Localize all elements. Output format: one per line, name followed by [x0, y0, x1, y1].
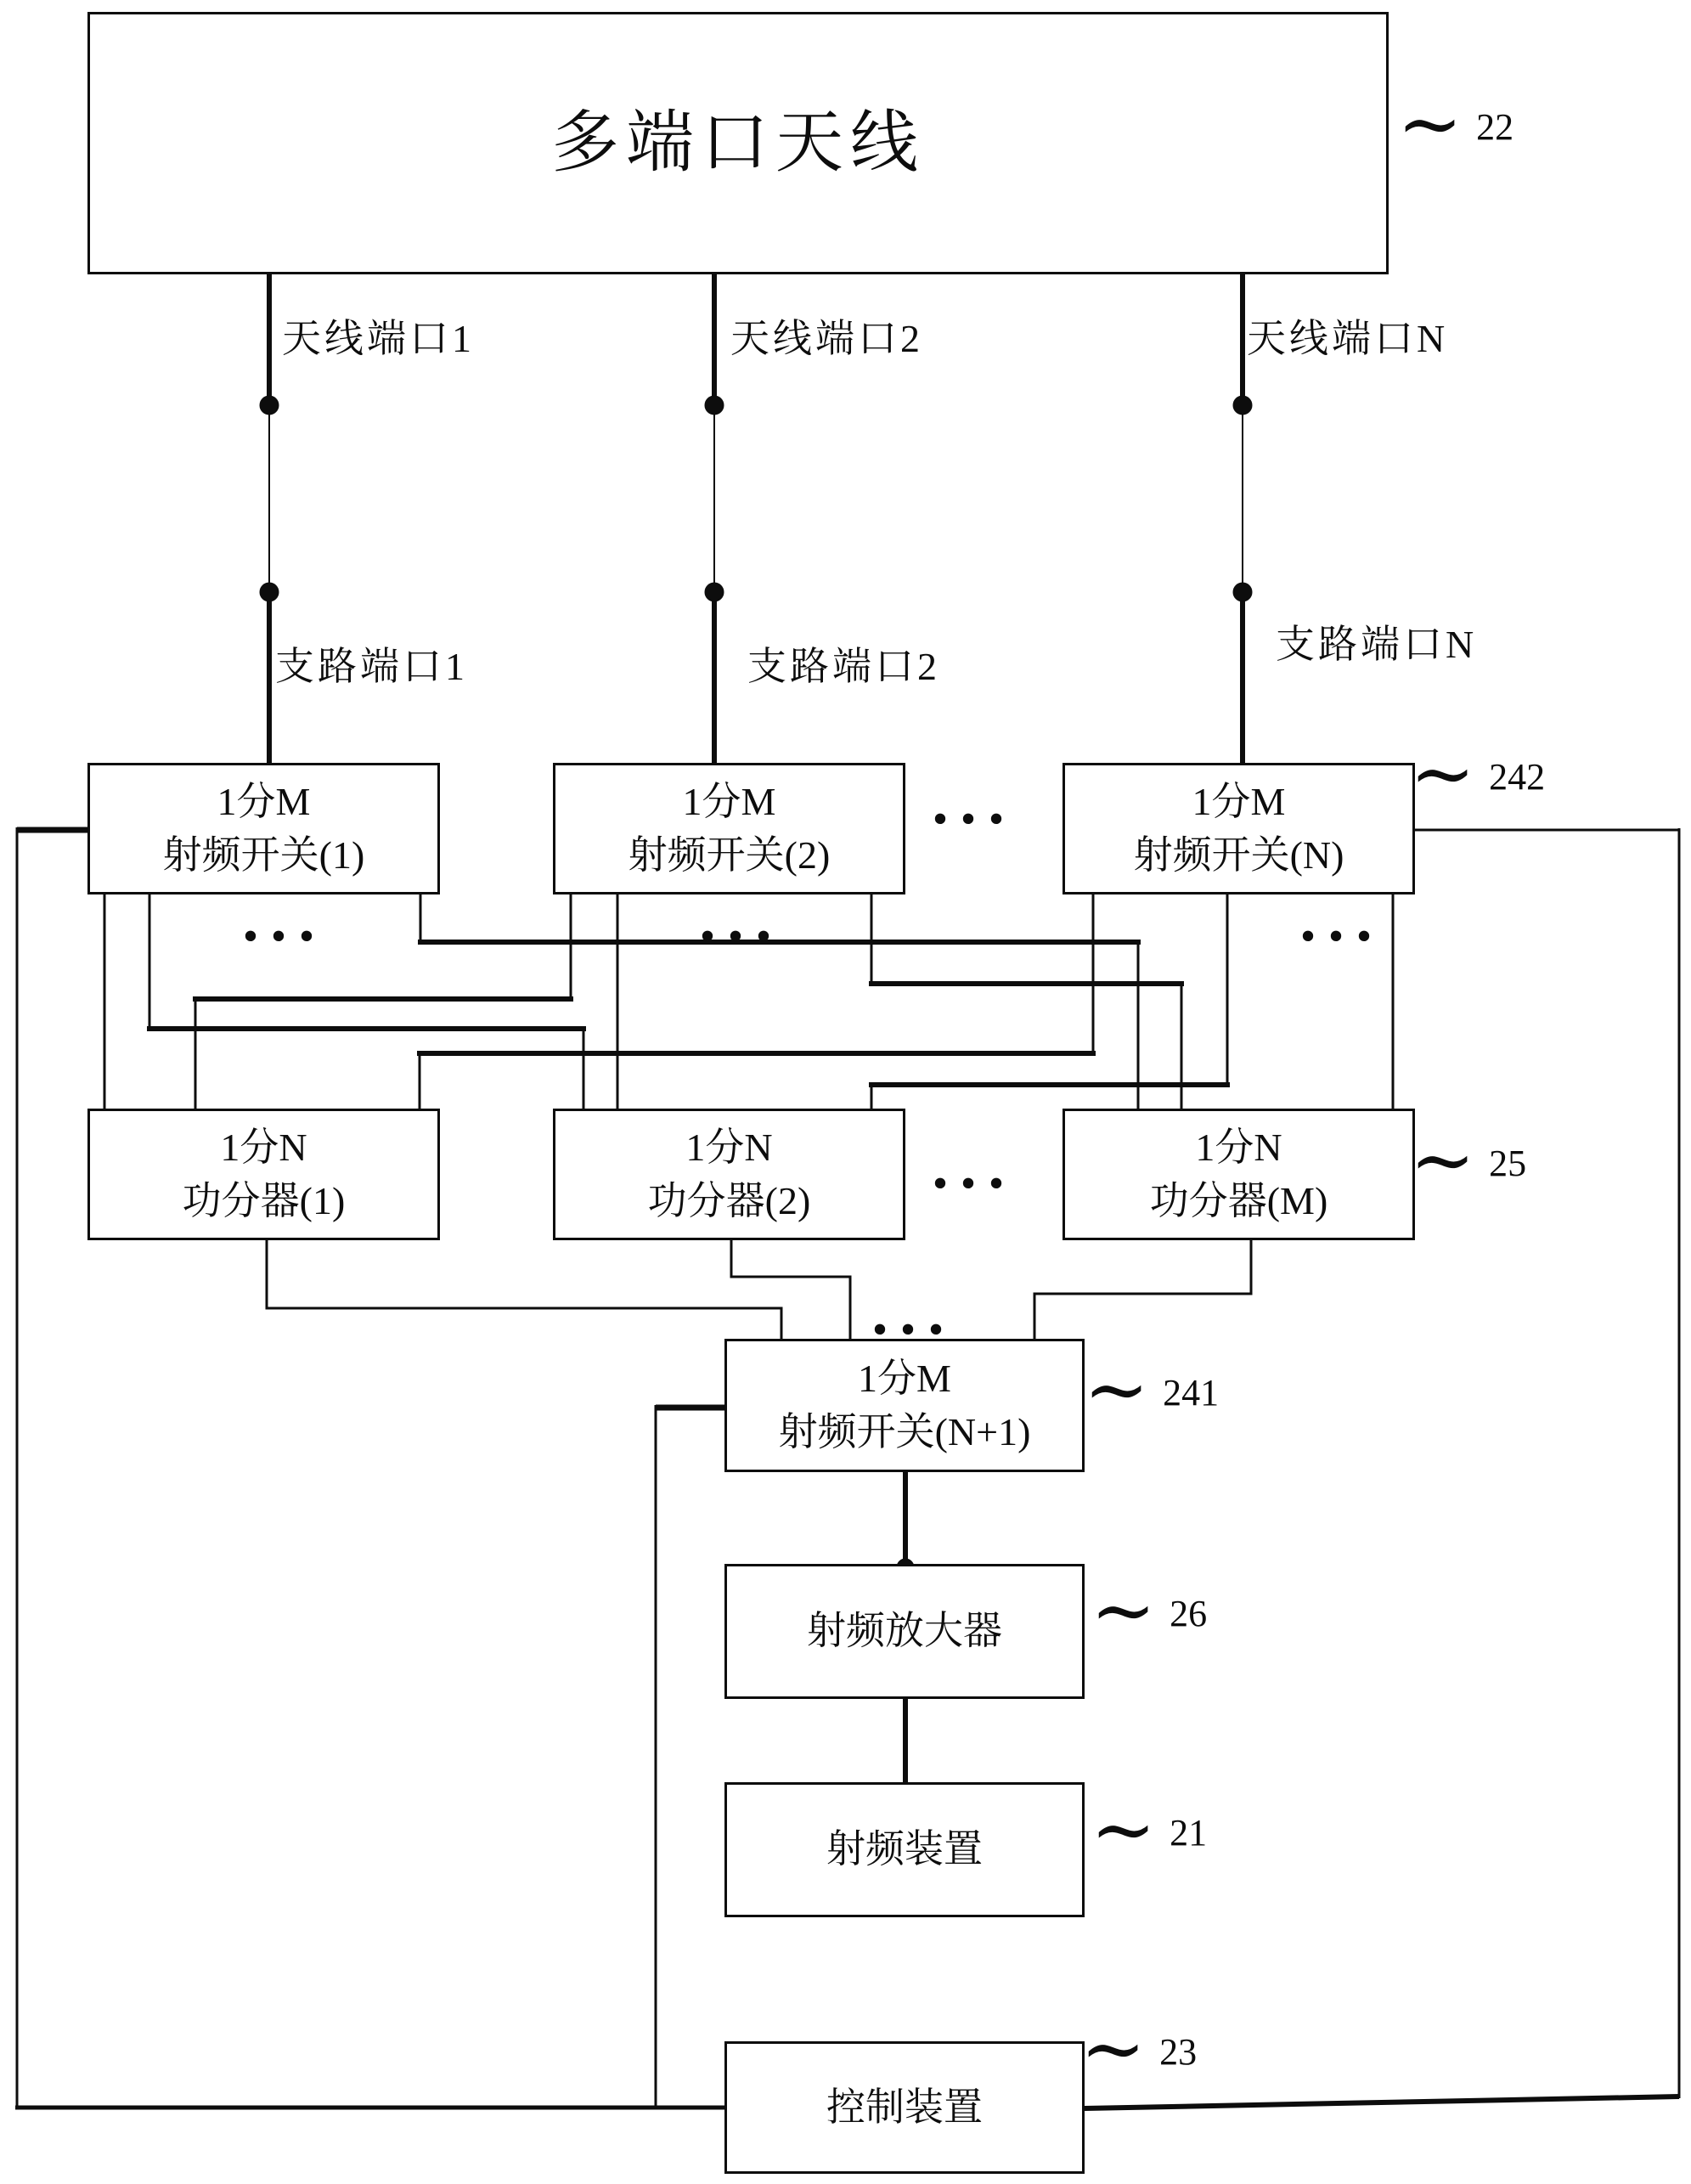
ref-23 — [1080, 2006, 1198, 2092]
block-label-line2: 射频开关(1) — [162, 832, 365, 877]
junction-dot — [1233, 583, 1252, 601]
tilde-icon: ∼ — [1410, 1117, 1476, 1204]
block-label-line2: 功分器(1) — [182, 1178, 346, 1222]
tilde-icon: ∼ — [1397, 81, 1463, 167]
block-rf-device — [724, 1782, 1085, 1917]
tilde-icon: ∼ — [1084, 1346, 1150, 1433]
label-branch-port-1: 支路端口1 — [275, 645, 468, 688]
divider-to-switchN1-wiring — [267, 1240, 1251, 1339]
ref-number: 241 — [1163, 1372, 1220, 1414]
block-label-line2: 功分器(2) — [647, 1178, 811, 1222]
block-label: 射频放大器 — [807, 1609, 1002, 1653]
block-rf-switch-n — [1063, 763, 1415, 894]
ref-number: 21 — [1170, 1812, 1208, 1854]
block-label-line1: 1分N — [685, 1126, 773, 1170]
tilde-icon: ∼ — [1091, 1567, 1157, 1654]
ref-22 — [1397, 81, 1514, 167]
block-label-line1: 1分N — [1195, 1126, 1282, 1170]
ellipsis-divider-row: ... — [932, 1131, 1017, 1202]
label-antenna-port-2: 天线端口2 — [730, 317, 923, 360]
block-rf-switch-2 — [553, 763, 905, 894]
tilde-icon: ∼ — [1091, 1786, 1157, 1873]
junction-dot — [260, 583, 279, 601]
block-label-line1: 1分M — [682, 780, 776, 824]
junction-dot — [1233, 396, 1252, 415]
block-power-divider-m — [1063, 1109, 1415, 1240]
block-label-line1: 1分N — [220, 1126, 307, 1170]
ellipsis-switchN1-inputs: ... — [871, 1277, 956, 1348]
ref-21 — [1091, 1786, 1208, 1873]
ellipsis-switchN-ports: ... — [1299, 883, 1384, 955]
junction-dot — [705, 396, 724, 415]
block-label-line1: 1分M — [217, 780, 311, 824]
block-label-line2: 射频开关(N+1) — [778, 1409, 1031, 1453]
block-label-line2: 射频开关(N) — [1133, 832, 1344, 877]
label-branch-port-2: 支路端口2 — [747, 645, 940, 688]
label-antenna-port-n: 天线端口N — [1247, 317, 1449, 360]
ellipsis-switch2-ports: ... — [699, 883, 784, 955]
antenna-feed-line-2 — [705, 274, 724, 763]
label-branch-port-n: 支路端口N — [1276, 623, 1478, 666]
ref-number: 23 — [1159, 2031, 1198, 2073]
block-label-line1: 1分M — [858, 1357, 951, 1401]
block-rf-switch-1 — [87, 763, 440, 894]
block-power-divider-2 — [553, 1109, 905, 1240]
ellipsis-switch1-ports: ... — [242, 883, 327, 955]
ellipsis-switch-row: ... — [932, 766, 1017, 838]
ref-number: 22 — [1476, 106, 1514, 148]
block-label: 控制装置 — [826, 2085, 983, 2129]
junction-dot — [260, 396, 279, 415]
ref-26 — [1091, 1567, 1208, 1654]
ref-number: 26 — [1170, 1593, 1208, 1634]
ref-number: 242 — [1489, 756, 1546, 798]
label-antenna-port-1: 天线端口1 — [282, 317, 475, 360]
block-rf-amplifier — [724, 1564, 1085, 1699]
block-label-line2: 射频开关(2) — [628, 832, 831, 877]
block-control-device — [724, 2041, 1085, 2174]
junction-dot — [705, 583, 724, 601]
ref-25 — [1410, 1117, 1527, 1204]
tilde-icon: ∼ — [1410, 731, 1476, 817]
ref-number: 25 — [1489, 1143, 1527, 1184]
ref-241 — [1084, 1346, 1220, 1433]
block-label-line1: 1分M — [1192, 780, 1286, 824]
ref-242 — [1410, 731, 1546, 817]
block-multiport-antenna — [87, 12, 1389, 274]
block-rf-switch-n-plus-1 — [724, 1339, 1085, 1472]
tilde-icon: ∼ — [1080, 2006, 1147, 2092]
block-label: 射频装置 — [826, 1827, 983, 1871]
block-label: 多端口天线 — [551, 105, 925, 181]
block-power-divider-1 — [87, 1109, 440, 1240]
block-label-line2: 功分器(M) — [1149, 1178, 1328, 1222]
